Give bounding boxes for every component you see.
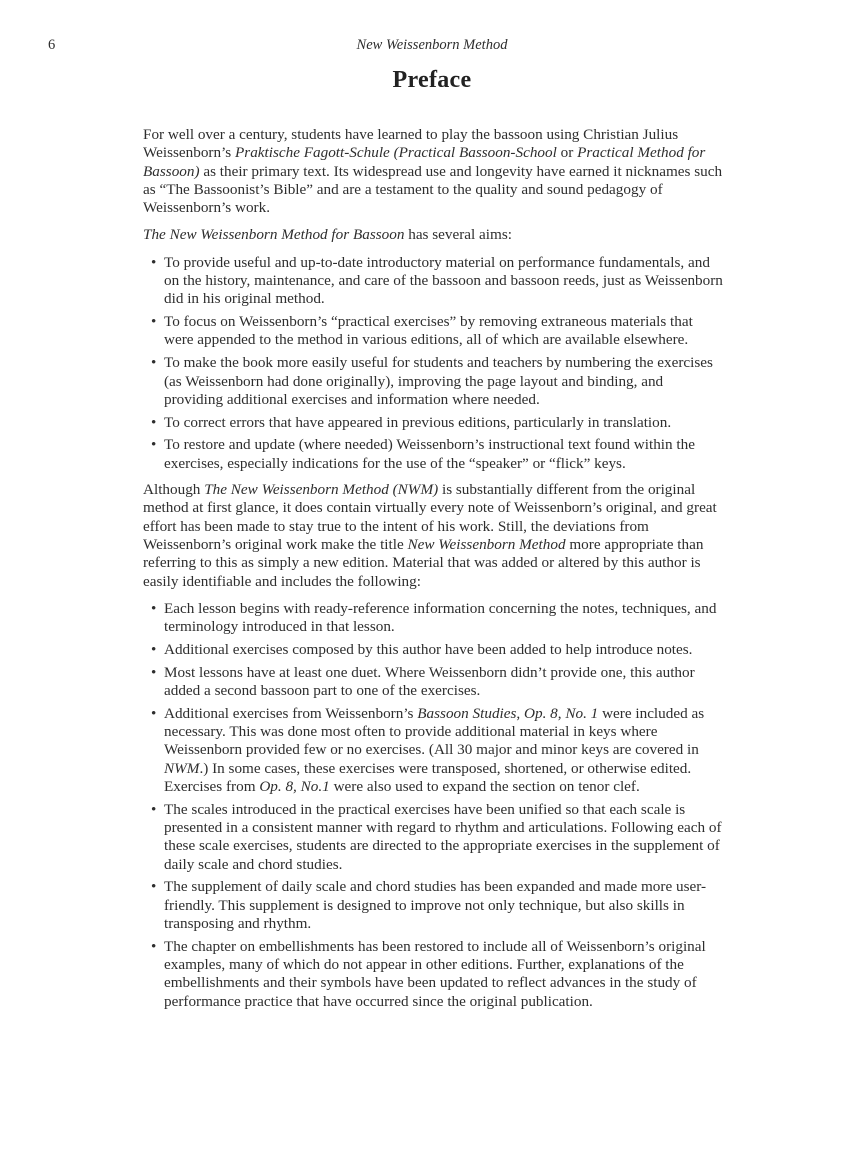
bullet-list bbox=[143, 600, 723, 1011]
text-run: The scales introduced in the practical exercises have been unified so that each scale is presented in a consistent manner with regard to rhythm and articulations. Following each of these scale exercises, students are directed to the appropriate exercises in the supplement of daily scale and chord studies. bbox=[164, 800, 722, 873]
list-item bbox=[151, 313, 723, 350]
text-run: Additional exercises from Weissenborn’s bbox=[164, 704, 418, 722]
text-run: Each lesson begins with ready-reference information concerning the notes, techniques, and terminology introduced in that lesson. bbox=[164, 599, 717, 636]
paragraph bbox=[143, 126, 723, 217]
text-run: To focus on Weissenborn’s “practical exercises” by removing extraneous materials that were appended to the method in various editions, all of which are available elsewhere. bbox=[164, 313, 693, 349]
running-head: New Weissenborn Method bbox=[356, 37, 508, 53]
italic-text: The New Weissenborn Method (NWM) bbox=[204, 481, 439, 499]
paragraph bbox=[143, 226, 723, 244]
italic-text: The New Weissenborn Method for Bassoon bbox=[143, 226, 405, 244]
text-run: To correct errors that have appeared in previous editions, particularly in translation. bbox=[164, 413, 672, 431]
list-item bbox=[151, 414, 723, 432]
list-item bbox=[151, 600, 723, 637]
list-item bbox=[151, 641, 723, 659]
list-item bbox=[151, 801, 723, 874]
text-run: or bbox=[556, 144, 578, 162]
text-run: as their primary text. Its widespread use and longevity have earned it nicknames such as “The Bassoonist’s Bible” and are a testament to the quality and sound pedagogy of Weissenborn’s work. bbox=[143, 162, 723, 217]
text-run: The supplement of daily scale and chord studies has been expanded and made more user-friendly. This supplement is designed to improve not only technique, but also skills in transposing and rhythm. bbox=[164, 878, 707, 933]
text-run: were also used to expand the section on tenor clef. bbox=[329, 778, 640, 795]
text-run: is substantially different from the original method at first glance, it does contain virtually every note of Weissenborn’s original, and great effort has been made to stay true to the intent of his work. Still, the deviations from Weissenborn’s original work make the title bbox=[143, 481, 717, 553]
preface-content bbox=[143, 126, 723, 1019]
paragraph bbox=[143, 481, 723, 591]
text-run: were included as necessary. This was done most often to provide additional material in keys where Weissenborn provided few or no exercises. (All 30 major and minor keys are covered in bbox=[164, 704, 705, 759]
text-run: The chapter on embellishments has been restored to include all of Weissenborn’s original examples, many of which do not appear in other editions. Further, explanations of the embellishments and their symbols have been updated to reflect advances in the study of performance practice that have occurred since the original publication. bbox=[164, 937, 706, 1010]
list-item bbox=[151, 436, 723, 473]
italic-text: Op. 8 bbox=[524, 704, 558, 722]
page-number: 6 bbox=[48, 37, 56, 53]
text-run: , bbox=[516, 704, 525, 722]
italic-text: New Weissenborn Method bbox=[407, 535, 566, 553]
text-run: Most lessons have at least one duet. Where Weissenborn didn’t provide one, this author added a second bassoon part to one of the exercises. bbox=[164, 663, 695, 700]
italic-text: Practical Method for Bassoon) bbox=[143, 144, 706, 180]
text-run: .) In some cases, these exercises were transposed, shortened, or otherwise edited. Exercises from bbox=[164, 759, 692, 795]
text-run: To make the book more easily useful for students and teachers by numbering the exercises (as Weissenborn had done originally), improving the page layout and binding, and providing additional exercises and information where needed. bbox=[164, 354, 713, 408]
text-run: more appropriate than referring to this as simply a new edition. Material that was added or altered by this author is easily identifiable and includes the following: bbox=[143, 535, 704, 590]
text-run: Additional exercises composed by this author have been added to help introduce notes. bbox=[164, 640, 693, 658]
page-title: Preface bbox=[392, 67, 472, 93]
italic-text: No. 1 bbox=[565, 704, 599, 722]
running-header bbox=[0, 37, 864, 57]
text-run: To restore and update (where needed) Weissenborn’s instructional text found within the exercises, especially indications for the use of the “speaker” or “flick” keys. bbox=[164, 436, 695, 472]
italic-text: Praktische Fagott-Schule (Practical Bassoon-School bbox=[235, 144, 557, 162]
text-run: , bbox=[557, 704, 566, 722]
text-run: has several aims: bbox=[404, 226, 512, 244]
italic-text: NWM bbox=[164, 759, 200, 777]
list-item bbox=[151, 664, 723, 701]
list-item bbox=[151, 705, 723, 796]
list-item bbox=[151, 878, 723, 933]
italic-text: Bassoon Studies bbox=[417, 704, 517, 722]
text-run: To provide useful and up-to-date introductory material on performance fundamentals, and on the history, maintenance, and care of the bassoon and bassoon reeds, just as Weissenborn did in his original method. bbox=[164, 253, 723, 308]
list-item bbox=[151, 254, 723, 309]
bullet-list bbox=[143, 254, 723, 473]
list-item bbox=[151, 938, 723, 1011]
list-item bbox=[151, 354, 723, 409]
text-run: Although bbox=[143, 481, 205, 499]
italic-text: Op. 8, No.1 bbox=[259, 778, 330, 795]
text-run: For well over a century, students have learned to play the bassoon using Christian Julius Weissenborn’s bbox=[143, 126, 679, 162]
